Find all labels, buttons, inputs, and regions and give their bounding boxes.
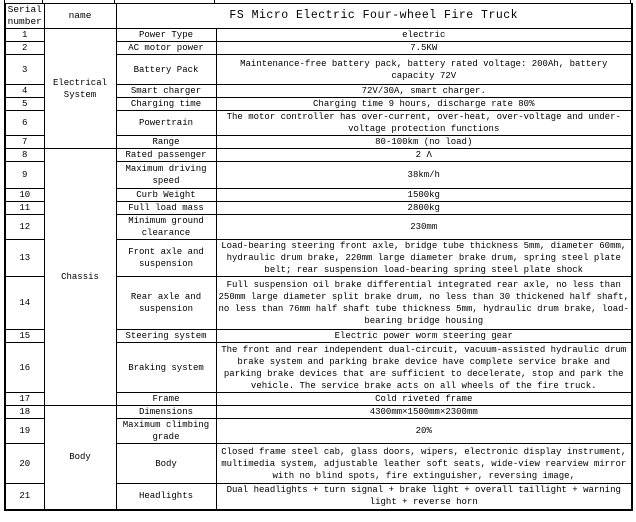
item-cell: Steering system: [116, 330, 216, 343]
item-cell: Curb Weight: [116, 189, 216, 202]
serial-cell: 8: [5, 149, 44, 162]
value-cell: Charging time 9 hours, discharge rate 80%: [216, 98, 632, 111]
item-cell: Rear axle and suspension: [116, 277, 216, 330]
table-row: [5, 149, 632, 162]
item-cell: Braking system: [116, 343, 216, 393]
value-cell: 230mm: [216, 215, 632, 240]
table-row: [5, 406, 632, 419]
item-cell: AC motor power: [116, 42, 216, 55]
value-cell: Closed frame steel cab, glass doors, wipers, electronic display instrument, multimedia system, adjustable leather soft seats, wide-view rearview mirror with no blind spots, fire extinguisher, reversing image,: [216, 444, 632, 484]
serial-cell: 20: [5, 444, 44, 484]
product-title: FS Micro Electric Four-wheel Fire Truck: [116, 4, 632, 29]
item-cell: Body: [116, 444, 216, 484]
item-cell: Maximum driving speed: [116, 162, 216, 189]
serial-cell: 11: [5, 202, 44, 215]
serial-cell: 3: [5, 55, 44, 85]
value-cell: The motor controller has over-current, over-heat, over-voltage and under-voltage protection functions: [216, 111, 632, 136]
item-cell: Charging time: [116, 98, 216, 111]
spec-sheet: [4, 3, 633, 511]
table-row: [5, 29, 632, 42]
group-cell-chassis: Chassis: [44, 149, 116, 406]
value-cell: 7.5KW: [216, 42, 632, 55]
value-cell: 20%: [216, 419, 632, 444]
serial-cell: 10: [5, 189, 44, 202]
value-cell: 72V/30A, smart charger.: [216, 85, 632, 98]
serial-cell: 4: [5, 85, 44, 98]
serial-cell: 21: [5, 484, 44, 510]
serial-number-header: Serial number: [5, 4, 44, 29]
serial-cell: 15: [5, 330, 44, 343]
value-cell: Maintenance-free battery pack, battery rated voltage: 200Ah, battery capacity 72V: [216, 55, 632, 85]
value-cell: The front and rear independent dual-circuit, vacuum-assisted hydraulic drum brake system and parking brake device have complete service brake and parking brake devices that are sufficient to decelerate, stop and park the vehicle. The service brake acts on all wheels of the fire truck.: [216, 343, 632, 393]
serial-cell: 6: [5, 111, 44, 136]
name-header: name: [44, 4, 116, 29]
item-cell: Battery Pack: [116, 55, 216, 85]
value-cell: 1500kg: [216, 189, 632, 202]
spec-table: [4, 3, 633, 511]
value-cell: Full suspension oil brake differential integrated rear axle, no less than 250mm large diameter split brake drum, no less than 30 thickened half shaft, no less than 76mm half shaft tube thickness 5mm, hydraulic drum brake, load-bearing bridge housing: [216, 277, 632, 330]
item-cell: Rated passenger: [116, 149, 216, 162]
item-cell: Headlights: [116, 484, 216, 510]
item-cell: Frame: [116, 393, 216, 406]
serial-cell: 5: [5, 98, 44, 111]
group-cell-electrical-system: Electrical System: [44, 29, 116, 149]
value-cell: 38km/h: [216, 162, 632, 189]
value-cell: electric: [216, 29, 632, 42]
item-cell: Maximum climbing grade: [116, 419, 216, 444]
serial-cell: 7: [5, 136, 44, 149]
item-cell: Minimum ground clearance: [116, 215, 216, 240]
value-cell: Load-bearing steering front axle, bridge tube thickness 5mm, diameter 60mm, hydraulic drum brake, 220mm large diameter brake drum, spring steel plate belt; rear suspension load-bearing spring steel plate shock: [216, 240, 632, 277]
serial-cell: 2: [5, 42, 44, 55]
value-cell: 2800kg: [216, 202, 632, 215]
serial-cell: 18: [5, 406, 44, 419]
group-cell-body: Body: [44, 406, 116, 510]
item-cell: Range: [116, 136, 216, 149]
item-cell: Power Type: [116, 29, 216, 42]
serial-cell: 16: [5, 343, 44, 393]
serial-cell: 17: [5, 393, 44, 406]
value-cell: Electric power worm steering gear: [216, 330, 632, 343]
item-cell: Smart charger: [116, 85, 216, 98]
serial-cell: 19: [5, 419, 44, 444]
header-row: [5, 4, 632, 29]
item-cell: Powertrain: [116, 111, 216, 136]
serial-cell: 9: [5, 162, 44, 189]
serial-cell: 13: [5, 240, 44, 277]
value-cell: 2 Λ: [216, 149, 632, 162]
item-cell: Full load mass: [116, 202, 216, 215]
value-cell: 4300mm×1500mm×2300mm: [216, 406, 632, 419]
value-cell: Cold riveted frame: [216, 393, 632, 406]
serial-cell: 14: [5, 277, 44, 330]
serial-cell: 1: [5, 29, 44, 42]
value-cell: 80-100km (no load): [216, 136, 632, 149]
serial-cell: 12: [5, 215, 44, 240]
value-cell: Dual headlights + turn signal + brake light + overall taillight + warning light + reverse horn: [216, 484, 632, 510]
item-cell: Front axle and suspension: [116, 240, 216, 277]
item-cell: Dimensions: [116, 406, 216, 419]
